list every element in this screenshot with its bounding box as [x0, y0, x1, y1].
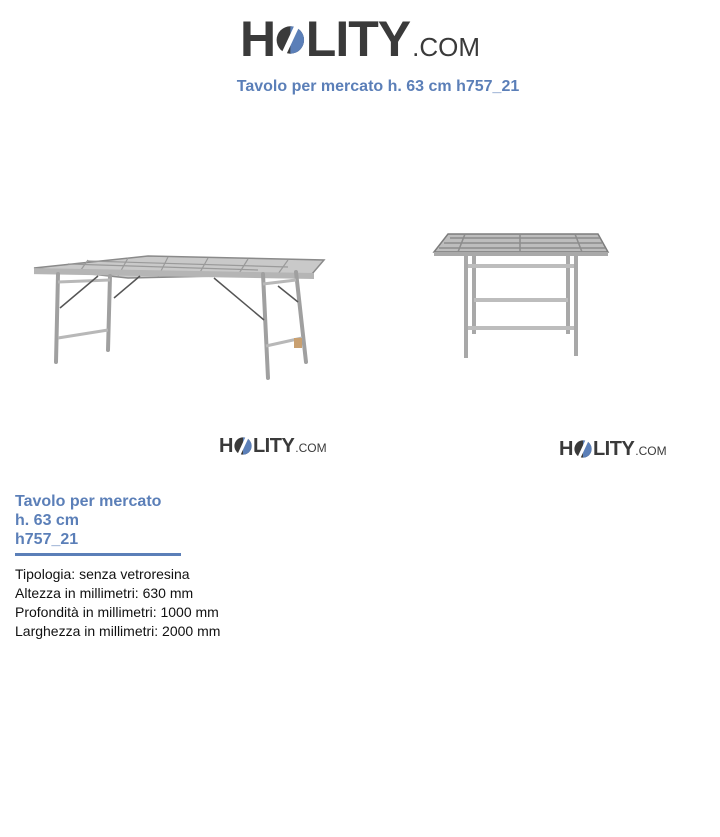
product-heading: [15, 492, 215, 549]
logo-o-icon: [574, 440, 592, 458]
folding-market-table-image: [28, 250, 328, 385]
logo-letter-h: H: [219, 435, 233, 457]
spec-width: Larghezza in millimetri: 2000 mm: [15, 623, 221, 639]
spec-type: Tipologia: senza vetroresina: [15, 566, 190, 582]
logo-letter-h: H: [559, 438, 573, 460]
heading-divider: [15, 553, 181, 556]
product-heading-line: h. 63 cm: [15, 512, 80, 529]
logo-letters-lity: LITY: [305, 11, 411, 67]
spec-height: Altezza in millimetri: 630 mm: [15, 585, 194, 601]
logo-o-icon: [276, 17, 305, 63]
page-title: Tavolo per mercato h. 63 cm h757_21: [236, 78, 520, 95]
brand-logo-small: [219, 434, 327, 457]
spec-depth: Profondità in millimetri: 1000 mm: [15, 604, 219, 620]
logo-letters-lity: LITY: [592, 438, 635, 460]
product-specs: [15, 565, 415, 641]
logo-o-icon: [234, 437, 252, 455]
folding-market-table-side-image: [430, 230, 610, 362]
brand-logo-small: [559, 437, 667, 460]
logo-suffix: .COM: [635, 444, 667, 458]
logo-suffix: .COM: [412, 32, 480, 62]
product-heading-line: h757_21: [15, 531, 79, 548]
product-heading-line: Tavolo per mercato: [15, 493, 162, 510]
brand-logo[interactable]: [240, 10, 480, 70]
logo-letters-lity: LITY: [252, 435, 295, 457]
logo-suffix: .COM: [295, 441, 327, 455]
logo-letter-h: H: [240, 11, 276, 67]
